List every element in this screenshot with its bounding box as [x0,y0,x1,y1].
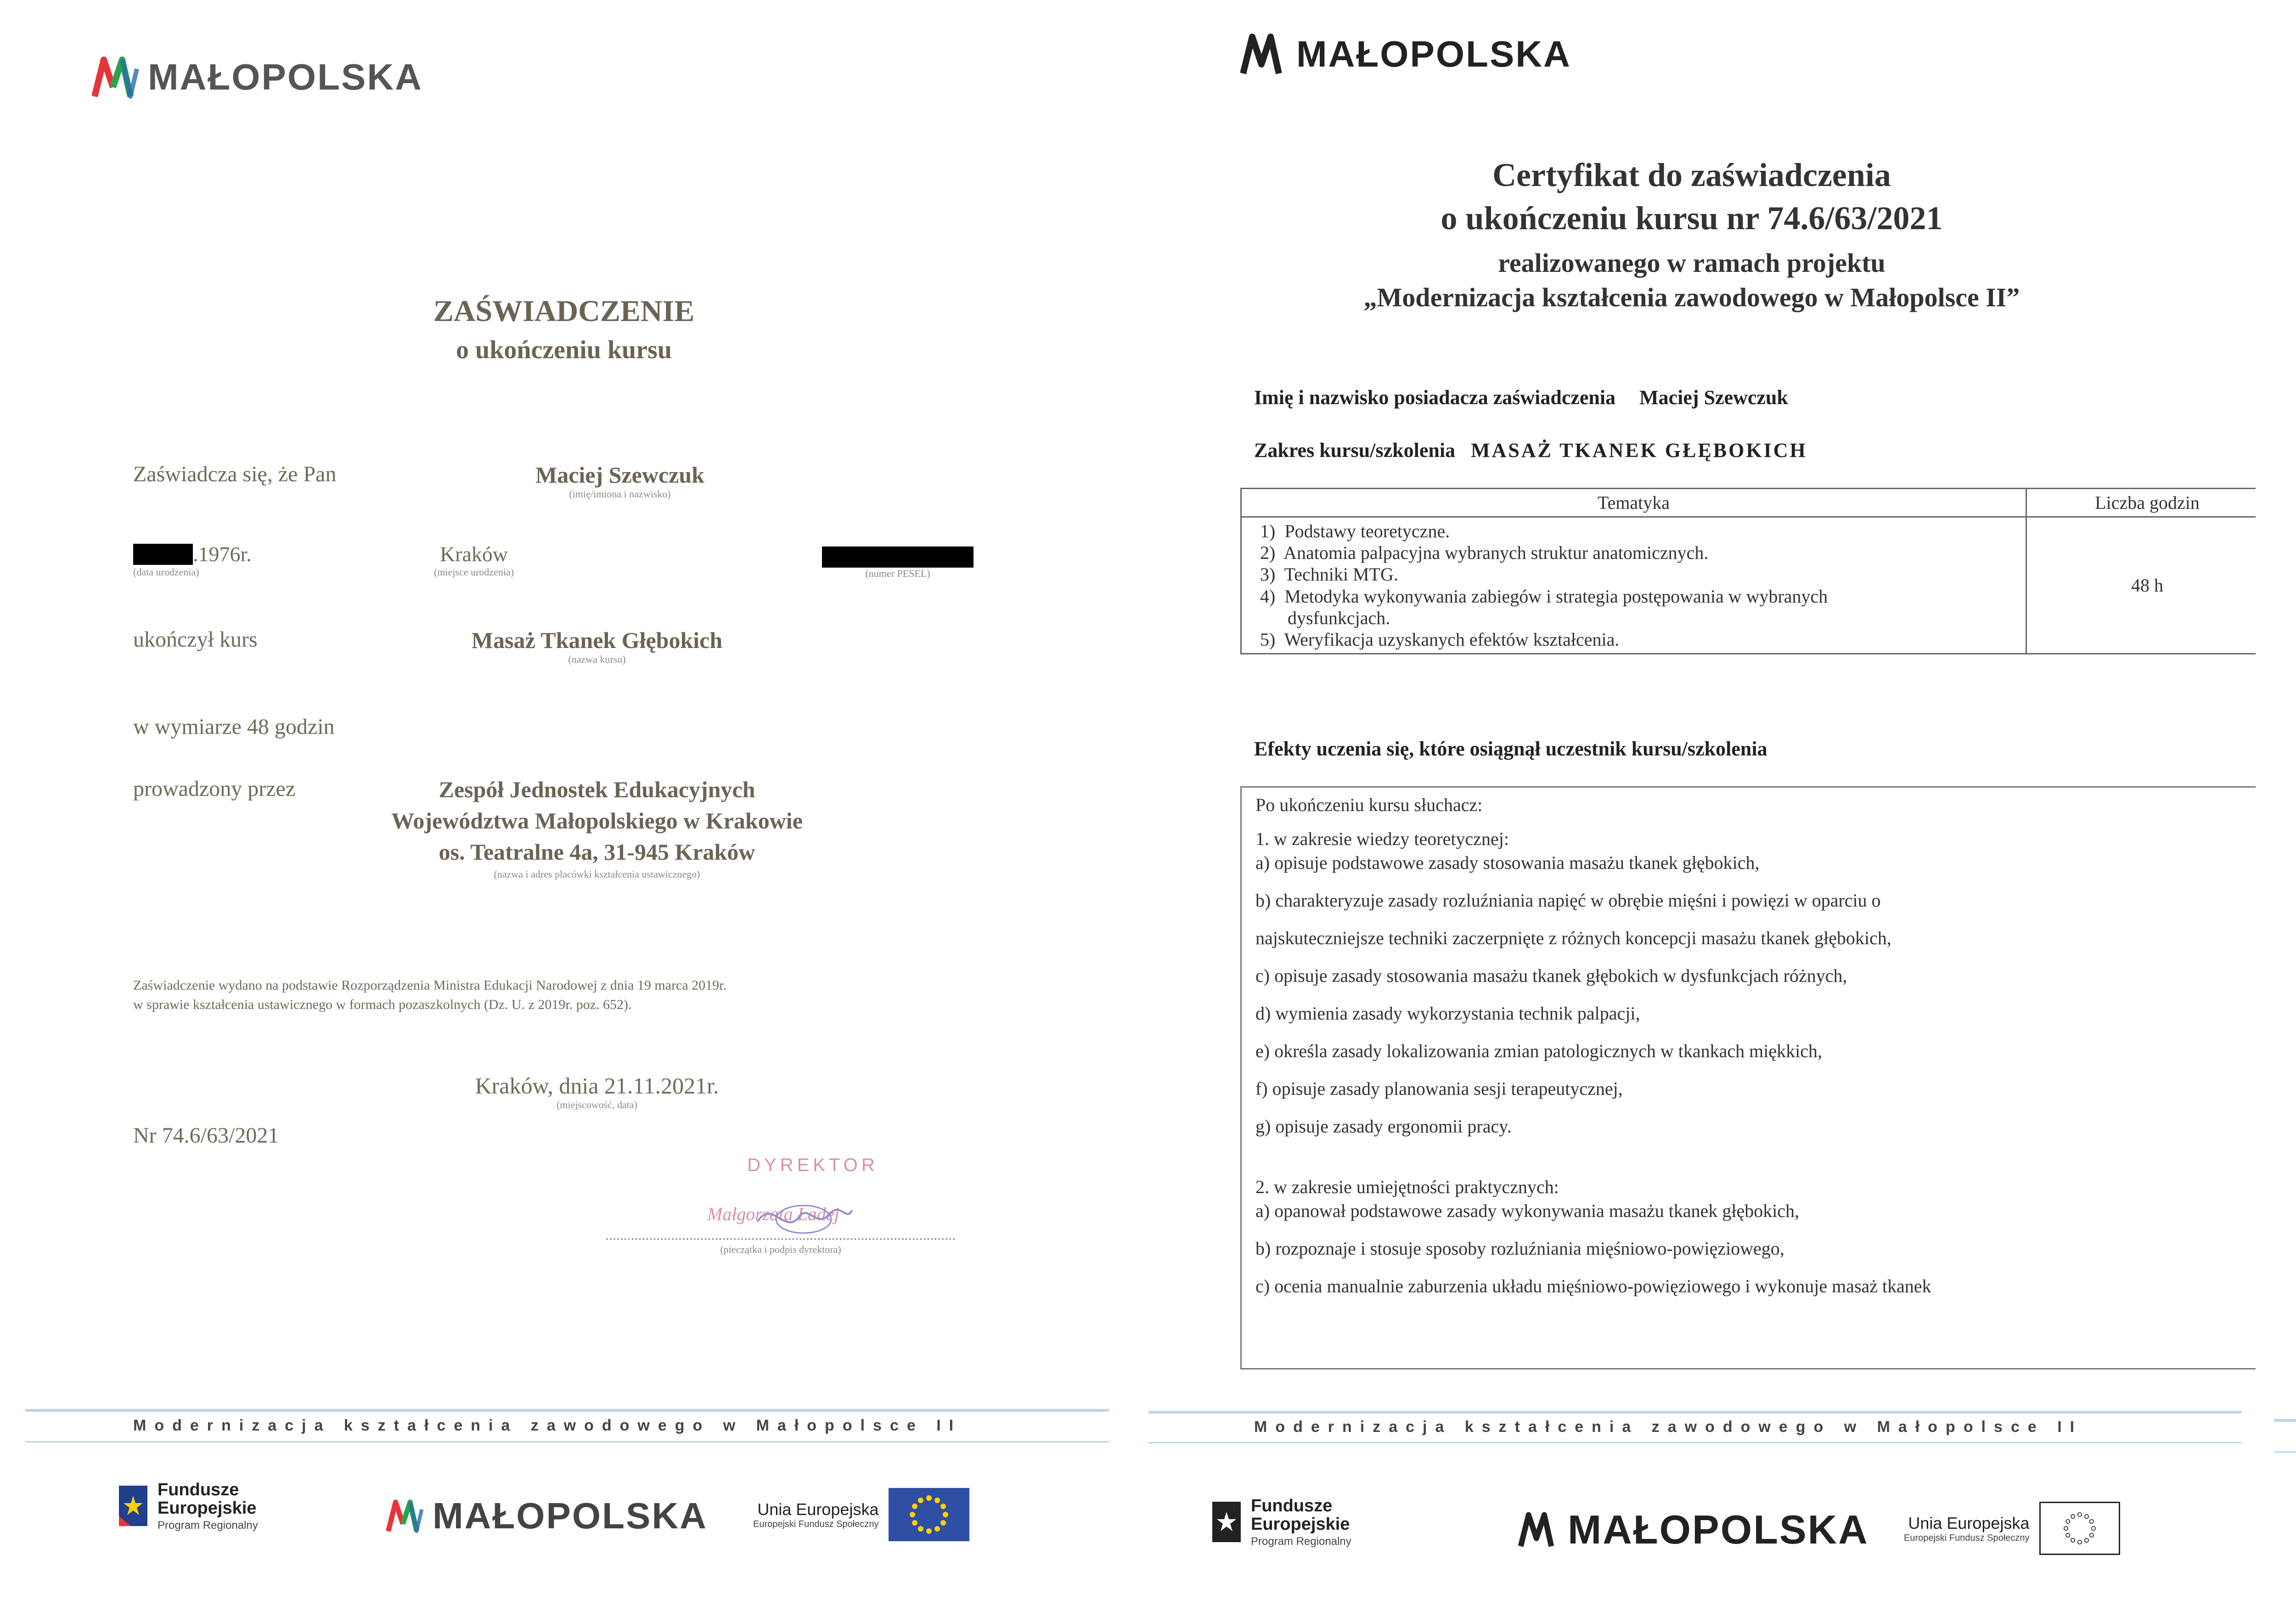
ue-title: Unia Europejska [757,1499,879,1519]
effects-line: a) opanował podstawowe zasady wykonywania masażu tkanek głębokich, [1255,1200,1800,1221]
footer-logo-text: MAŁOPOLSKA [1568,1507,1869,1552]
footer-malopolska-logo [1518,1506,1869,1553]
topics-col-header: Tematyka [1241,489,2026,517]
malopolska-logo [92,55,423,99]
fundusze-sub: Program Regionalny [1251,1535,1351,1548]
legal-note-line-1: Zaświadczenie wydano na podstawie Rozporządzenia Ministra Edukacji Narodowej z dnia 19 marca 2019r. [133,978,727,993]
fundusze-sub: Program Regionalny [158,1519,258,1532]
footer-top-line [25,1409,1109,1412]
logo-text: MAŁOPOLSKA [148,56,423,97]
effects-line: e) określa zasady lokalizowania zmian patologicznych w tkankach miękkich, [1255,1041,1822,1061]
effects-line: Po ukończeniu kursu słuchacz: [1255,794,1483,815]
certificate-subtitle: o ukończeniu kursu [456,336,672,364]
hours-cell: 48 h [2026,517,2256,654]
holder-label: Imię i nazwisko posiadacza zaświadczenia [1254,386,1616,409]
course-name: Masaż Tkanek Głębokich [471,627,723,653]
birth-place: Kraków [439,542,508,566]
pesel-caption: (numer PESEL) [865,568,930,579]
topics-cell [1241,517,2026,654]
holder-name: Maciej Szewczuk [535,462,704,488]
organizer-line-1: Zespół Jednostek Edukacyjnych [439,777,755,802]
conducted-label: prowadzony przez [133,777,296,801]
certificate-title: ZAŚWIADCZENIE [433,294,695,328]
project-line-2: „Modernizacja kształcenia zawodowego w Małopolsce II” [1363,282,2020,313]
project-line-1: realizowanego w ramach projektu [1498,248,1885,278]
effects-line: g) opisuje zasady ergonomii pracy. [1255,1116,1512,1137]
effects-line: c) ocenia manualnie zaburzenia układu mięśniowo-powięziowego i wykonuje masaż tkanek [1255,1276,1931,1296]
certificate-heading-line-1: Certyfikat do zaświadczenia [1492,157,1891,193]
birth-year: .1976r. [193,542,252,566]
course-hours: w wymiarze 48 godzin [133,715,335,739]
effects-spacer [1255,1138,2254,1175]
ue-sub: Europejski Fundusz Społeczny [1904,1532,2030,1543]
footer-malopolska-icon [1518,1511,1559,1549]
holder-name-caption: (imię/imiona i nazwisko) [569,488,671,500]
eu-logo [1904,1502,2120,1555]
eu-flag-icon [2039,1502,2120,1555]
footer-bottom-line [2274,1451,2296,1453]
effects-line: b) charakteryzuje zasady rozluźniania napięć w obrębie mięśni i powięzi w oparciu o [1255,890,1881,911]
footer-top-line [2274,1419,2296,1422]
course-name-caption: (nazwa kursu) [568,654,626,665]
ue-title: Unia Europejska [1908,1513,2030,1532]
effects-line: 1. w zakresie wiedzy teoretycznej: [1255,828,1509,849]
footer-bottom-line [25,1441,1109,1442]
redacted-birth-date [133,544,193,565]
completed-label: ukończył kurs [133,627,258,652]
scope-label: Zakres kursu/szkolenia [1254,439,1456,462]
ue-sub: Europejski Fundusz Społeczny [753,1519,879,1529]
effects-line: d) wymienia zasady wykorzystania technik palpacji, [1255,1003,1640,1024]
hours-col-header: Liczba godzin [2026,489,2256,517]
fundusze-title-1: Fundusze [1251,1496,1333,1515]
certificate-page-1 [0,0,1128,1600]
malopolska-logo-icon [92,55,140,99]
fundusze-star-icon [117,1484,149,1528]
certificate-number: Nr 74.6/63/2021 [133,1123,279,1148]
topic-5: 5) Weryfikacja uzyskanych efektów kształcenia. [1260,629,1620,650]
place-date: Kraków, dnia 21.11.2021r. [475,1073,719,1099]
certificate-heading-line-2: o ukończeniu kursu nr 74.6/63/2021 [1441,199,1943,237]
organizer-caption: (nazwa i adres placówki kształcenia ustawicznego) [494,868,700,880]
effects-line: najskuteczniejsze techniki zaczerpnięte z różnych koncepcji masażu tkanek głębokich, [1255,928,1891,948]
topic-4-cont: dysfunkcjach. [1260,607,1390,628]
effects-box [1240,786,2256,1369]
stamp-title: DYREKTOR [747,1155,878,1175]
malopolska-logo-mono [1240,32,1571,76]
eu-logo [753,1488,969,1541]
fundusze-title-1: Fundusze [158,1480,239,1499]
topics-table [1240,488,2256,654]
redacted-pesel [822,546,974,568]
stamp-name: Małgorzata Ładej [707,1204,839,1224]
footer-top-line [1148,1411,2241,1414]
certificate-page-2 [1128,0,2256,1600]
footer-logo-text: MAŁOPOLSKA [433,1495,708,1536]
scope-value: MASAŻ TKANEK GŁĘBOKICH [1471,439,1807,462]
fundusze-europejskie-logo [1210,1497,1351,1547]
effects-spacer [1255,817,2254,827]
effects-line: c) opisuje zasady stosowania masażu tkanek głębokich w dysfunkcjach różnych, [1255,965,1847,986]
topic-3: 3) Techniki MTG. [1260,564,1398,585]
legal-note-line-2: w sprawie kształcenia ustawicznego w formach pozaszkolnych (Dz. U. z 2019r. poz. 652). [133,997,632,1012]
footer-bottom-line [1148,1442,2241,1443]
topic-4: 4) Metodyka wykonywania zabiegów i strategia postępowania w wybranych [1260,586,1828,607]
fundusze-europejskie-logo [117,1481,258,1531]
logo-text: MAŁOPOLSKA [1296,34,1571,74]
footer-slogan: Modernizacja kształcenia zawodowego w Małopolsce II [1254,1418,2083,1436]
topic-2: 2) Anatomia palpacyjna wybranych struktur anatomicznych. [1260,542,1709,563]
malopolska-logo-icon [1240,32,1288,76]
effects-line: a) opisuje podstawowe zasady stosowania masażu tkanek głębokich, [1255,852,1760,873]
effects-heading: Efekty uczenia się, które osiągnął uczestnik kursu/szkolenia [1254,738,1767,760]
fundusze-title-2: Europejskie [158,1498,257,1518]
organizer-line-3: os. Teatralne 4a, 31-945 Kraków [439,839,755,865]
effects-line: f) opisuje zasady planowania sesji terapeutycznej, [1255,1078,1623,1099]
certifies-label: Zaświadcza się, że Pan [133,462,337,486]
footer-malopolska-logo [386,1495,708,1537]
footer-malopolska-icon [386,1499,424,1533]
birth-date-caption: (data urodzenia) [133,566,199,578]
footer-slogan: Modernizacja kształcenia zawodowego w Małopolsce II [133,1417,962,1434]
fundusze-star-icon [1210,1500,1243,1544]
fundusze-title-2: Europejskie [1251,1514,1350,1534]
effects-line: b) rozpoznaje i stosuje sposoby rozluźniania mięśniowo-powięziowego, [1255,1238,1784,1259]
eu-flag-icon [889,1488,969,1541]
topic-1: 1) Podstawy teoretyczne. [1260,521,1450,541]
birth-place-caption: (miejsce urodzenia) [434,566,514,578]
place-date-caption: (miejscowość, data) [557,1099,637,1110]
holder-name: Maciej Szewczuk [1639,386,1788,409]
signature-caption: (pieczątka i podpis dyrektora) [720,1244,841,1255]
organizer-line-2: Województwa Małopolskiego w Krakowie [391,808,803,834]
effects-line: 2. w zakresie umiejętności praktycznych: [1255,1177,1559,1197]
director-stamp [606,1155,955,1256]
certificate-page-3 [2256,0,2296,1600]
signature-line [606,1238,955,1240]
signature-scribble [753,1194,854,1240]
